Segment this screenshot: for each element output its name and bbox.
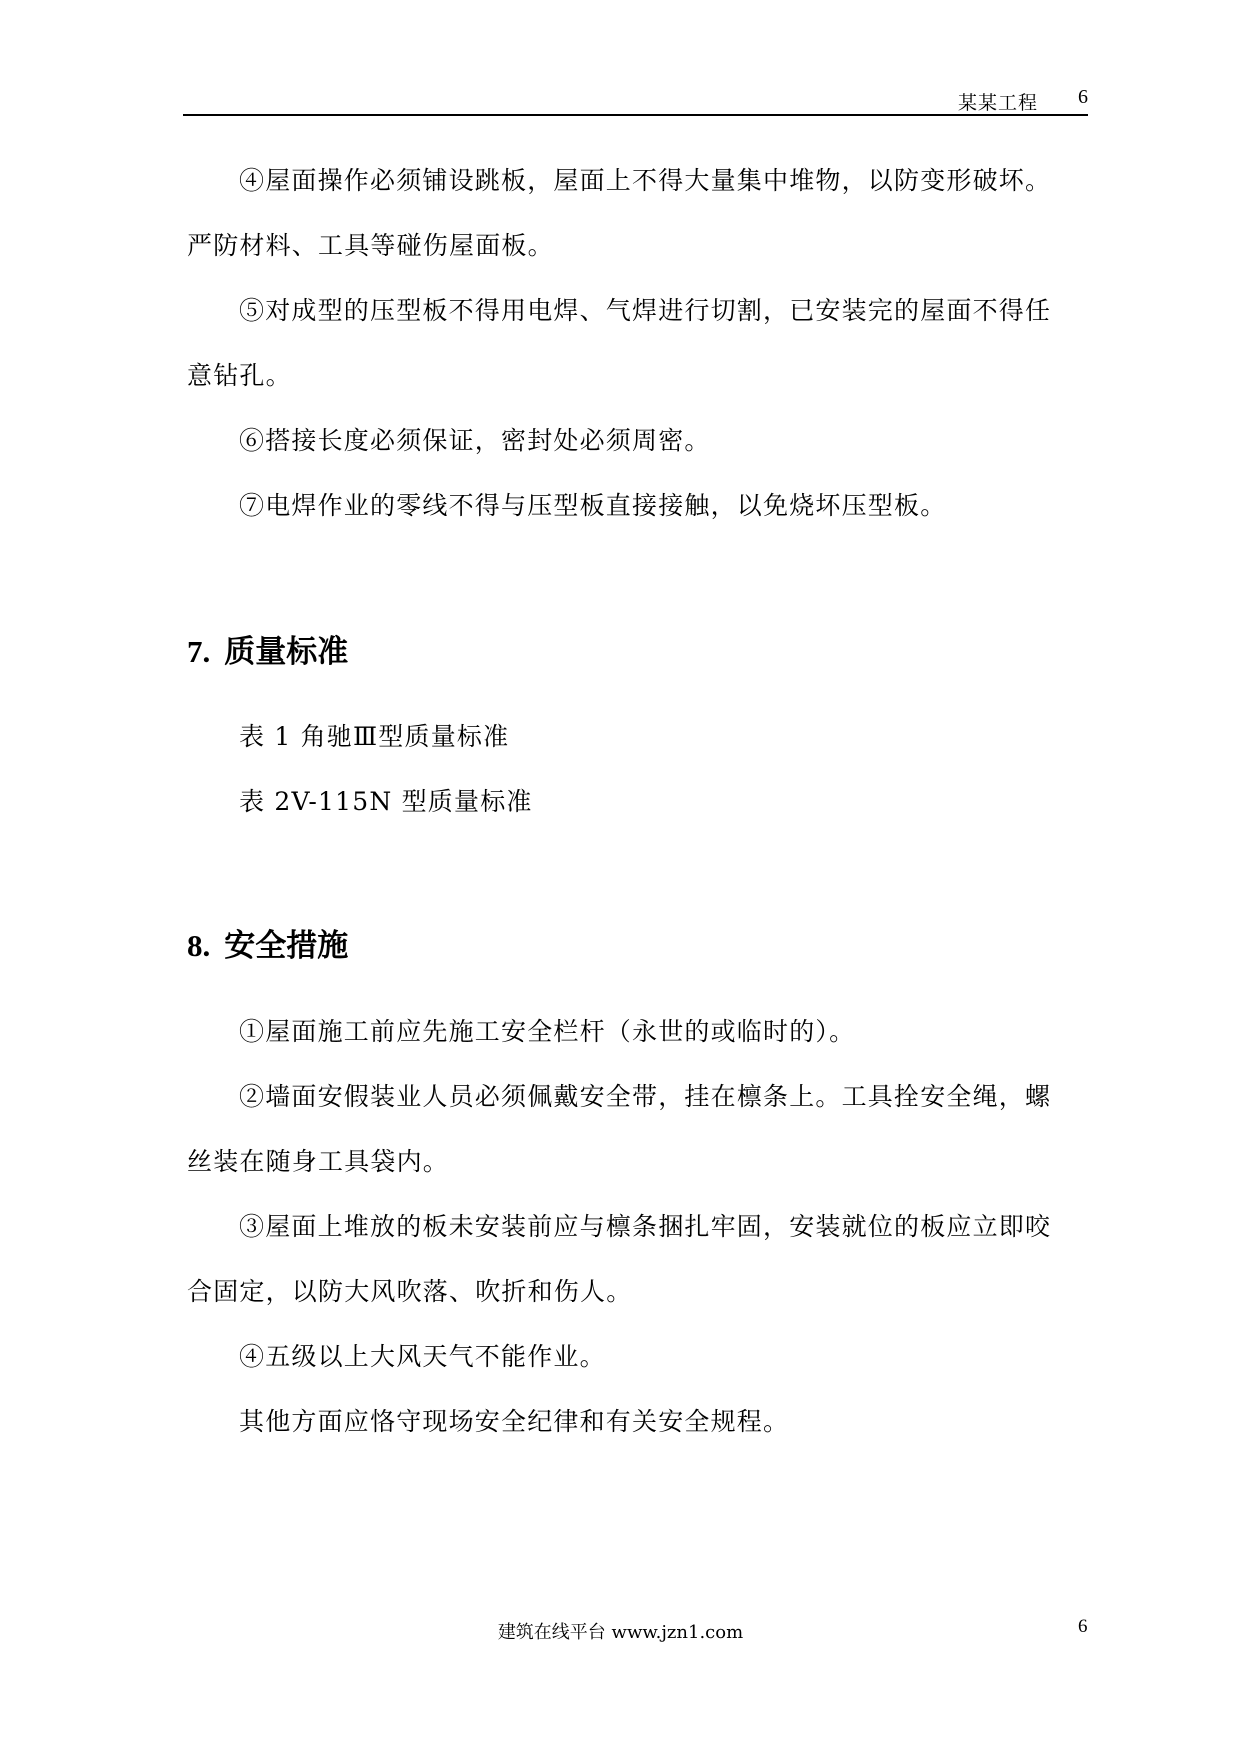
paragraph-line: ⑤对成型的压型板不得用电焊、气焊进行切割，已安装完的屋面不得任: [239, 296, 1052, 325]
paragraph-line: ⑥搭接长度必须保证，密封处必须周密。: [239, 426, 711, 455]
paragraph-line: 意钻孔。: [187, 361, 292, 390]
paragraph-line: ③屋面上堆放的板未安装前应与檩条捆扎牢固，安装就位的板应立即咬: [239, 1212, 1052, 1241]
header-title: 某某工程: [957, 92, 1038, 114]
paragraph-line: 其他方面应恪守现场安全纪律和有关安全规程。: [239, 1407, 790, 1436]
paragraph-line: ④屋面操作必须铺设跳板，屋面上不得大量集中堆物，以防变形破坏。: [239, 166, 1052, 195]
section-title: 质量标准: [224, 634, 349, 670]
paragraph-line: 丝装在随身工具袋内。: [187, 1147, 450, 1176]
section-heading-safety: [187, 920, 348, 965]
paragraph-line: 合固定，以防大风吹落、吹折和伤人。: [187, 1277, 633, 1306]
paragraph-line: ①屋面施工前应先施工安全栏杆（永世的或临时的）。: [239, 1017, 856, 1046]
table-reference-line: 表 2V-115N 型质量标准: [239, 787, 533, 816]
section-title: 安全措施: [224, 928, 349, 964]
section-heading-quality: [187, 626, 348, 671]
table-reference-line: 表 1 角驰Ⅲ型质量标准: [239, 722, 510, 751]
paragraph-line: ④五级以上大风天气不能作业。: [239, 1342, 606, 1371]
page-header: [183, 84, 1088, 116]
section-number: 7.: [187, 634, 211, 669]
footer-page-number: 6: [1078, 1616, 1088, 1637]
header-page-number: 6: [1078, 86, 1088, 108]
footer-site-text: 建筑在线平台 www.jzn1.com: [497, 1622, 744, 1643]
paragraph-line: ②墙面安假装业人员必须佩戴安全带，挂在檩条上。工具拴安全绳，螺: [239, 1082, 1052, 1111]
section-number: 8.: [187, 928, 211, 963]
paragraph-line: ⑦电焊作业的零线不得与压型板直接接触，以免烧坏压型板。: [239, 491, 947, 520]
paragraph-line: 严防材料、工具等碰伤屋面板。: [187, 231, 554, 260]
